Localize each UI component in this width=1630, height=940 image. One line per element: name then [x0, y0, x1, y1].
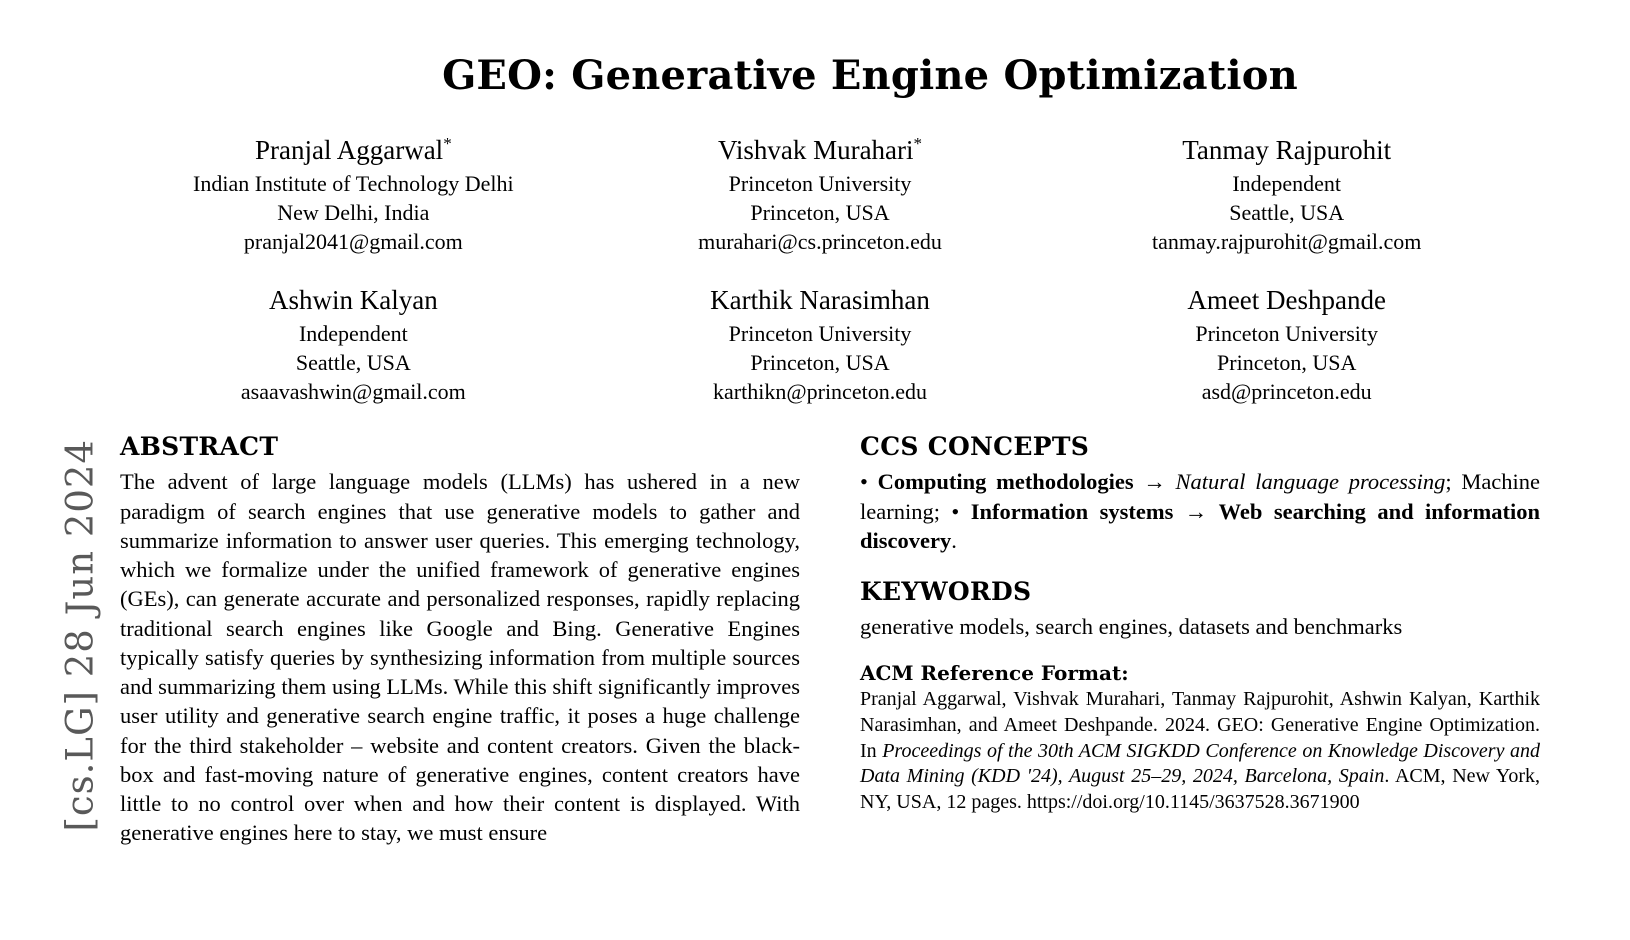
two-column-body [110, 432, 1630, 847]
author-affiliation: Princeton University [728, 320, 912, 346]
acm-reference-venue: Proceedings of the 30th ACM SIGKDD Conference on Knowledge Discovery and Data Mining (KDD '24), August 25–29, 2024, Barcelona, Spain [860, 739, 1540, 788]
author-email: asd@princeton.edu [1201, 379, 1372, 405]
author-name-text: Tanmay Rajpurohit [1182, 135, 1392, 165]
author-location: Princeton, USA [750, 200, 890, 226]
author-row [120, 283, 1520, 407]
author-entry [120, 133, 587, 257]
author-name-text: Ashwin Kalyan [268, 284, 438, 315]
author-affiliation: Indian Institute of Technology Delhi [193, 170, 514, 196]
page-title: GEO: Generative Engine Optimization [442, 52, 1298, 99]
author-email: asaavashwin@gmail.com [240, 379, 466, 405]
ccs-term-web-searching: Web searching and information discovery [860, 498, 1540, 553]
keywords-heading: KEYWORDS [860, 577, 1032, 607]
ccs-concepts-text [860, 467, 1540, 555]
ccs-period: . [951, 527, 957, 553]
ccs-term-nlp: Natural language processing [1175, 469, 1446, 495]
ccs-arrow: → [1143, 469, 1166, 495]
author-name [1053, 283, 1520, 319]
author-name-text: Vishvak Murahari [717, 135, 914, 165]
ccs-concepts-heading: CCS CONCEPTS [860, 432, 1090, 462]
author-row [120, 133, 1520, 257]
author-name [120, 133, 587, 169]
author-name [587, 283, 1054, 319]
ccs-bullet-2: • [951, 498, 960, 524]
author-footnote-marker: * [913, 134, 923, 153]
left-column [120, 432, 800, 847]
author-affiliation: Princeton University [1195, 320, 1379, 346]
author-email: tanmay.rajpurohit@gmail.com [1152, 229, 1422, 255]
author-entry [587, 133, 1054, 257]
author-name-text: Karthik Narasimhan [710, 284, 930, 315]
ccs-term-information-systems: Information systems [970, 498, 1174, 524]
acm-reference-tail: . ACM, New York, NY, USA, 12 pages. https://doi.org/10.1145/3637528.3671900 [860, 765, 1541, 813]
author-name-text: Ameet Deshpande [1187, 284, 1387, 315]
ccs-term-computing-methodologies: Computing methodologies [877, 469, 1134, 495]
ccs-arrow-2: → [1184, 498, 1208, 524]
acm-reference-text [860, 687, 1540, 815]
keywords-text: generative models, search engines, datasets and benchmarks [860, 614, 1403, 640]
acm-reference-authors: Pranjal Aggarwal, Vishvak Murahari, Tanmay Rajpurohit, Ashwin Kalyan, Karthik Narasimhan, and Ameet Deshpande. 2024. GEO: Generative Engine Optimization. In [860, 688, 1540, 762]
author-affiliation: Princeton University [728, 170, 912, 196]
author-entry [120, 283, 587, 407]
author-footnote-marker: * [443, 134, 452, 153]
author-location: Seattle, USA [1229, 200, 1345, 226]
abstract-heading: ABSTRACT [120, 432, 279, 462]
acm-reference-heading: ACM Reference Format: [860, 661, 1129, 686]
author-location: Princeton, USA [1217, 349, 1357, 375]
abstract-text: The advent of large language models (LLMs) has ushered in a new paradigm of search engines that use generative models to gather and summarize information to answer user queries. This emerging technology, which we formalize under the unified framework of generative engines (GEs), can generate accurate and personalized responses, rapidly replacing traditional search engines like Google and Bing. Generative Engines typically satisfy queries by synthesizing information from multiple sources and summarizing them using LLMs. While this shift significantly improves user utility and generative search engine traffic, it poses a huge challenge for the third stakeholder – website and content creators. Given the black-box and fast-moving nature of generative engines, content creators have little to no control over when and how their content is displayed. With generative engines here to stay, we must ensure [120, 469, 800, 846]
author-entry [1053, 283, 1520, 407]
author-affiliation: Independent [298, 320, 408, 346]
author-email: pranjal2041@gmail.com [243, 229, 463, 255]
author-name [587, 133, 1054, 169]
author-email: murahari@cs.princeton.edu [698, 229, 942, 255]
ccs-tail: ; Machine learning; [860, 469, 1541, 524]
author-email: karthikn@princeton.edu [713, 379, 927, 405]
author-name [120, 283, 587, 319]
author-entry [1053, 133, 1520, 257]
right-column [860, 432, 1540, 847]
author-location: Seattle, USA [295, 349, 411, 375]
ccs-bullet: • [860, 469, 868, 495]
author-location: New Delhi, India [277, 200, 430, 226]
author-name-text: Pranjal Aggarwal [254, 135, 444, 165]
paper-page [110, 0, 1630, 940]
arxiv-stamp [0, 0, 110, 940]
author-affiliation: Independent [1232, 170, 1342, 196]
author-block [120, 133, 1520, 406]
author-entry [587, 283, 1054, 407]
arxiv-stamp-text: [cs.LG] 28 Jun 2024 [58, 439, 102, 832]
author-location: Princeton, USA [750, 349, 890, 375]
author-name [1053, 133, 1520, 169]
